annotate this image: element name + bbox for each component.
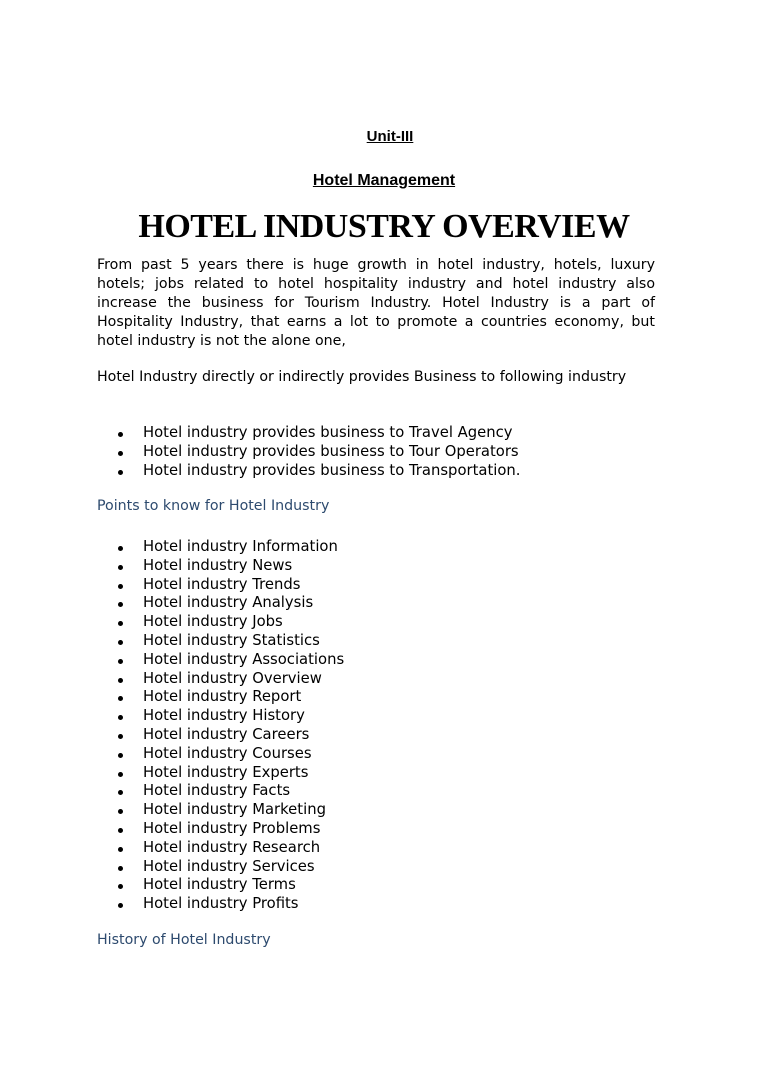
list-item: Hotel industry Research xyxy=(115,839,344,858)
page-title: HOTEL INDUSTRY OVERVIEW xyxy=(138,208,630,245)
points-list xyxy=(115,538,344,914)
subject-label: Hotel Management xyxy=(312,172,456,189)
bullet-icon xyxy=(118,678,123,683)
list-item: Hotel industry Report xyxy=(115,688,344,707)
bullet-icon xyxy=(118,866,123,871)
list-item: Hotel industry provides business to Travel Agency xyxy=(115,424,521,443)
bullet-icon xyxy=(118,640,123,645)
bullet-icon xyxy=(118,772,123,777)
bullet-icon xyxy=(118,809,123,814)
list-item: Hotel industry Trends xyxy=(115,576,344,595)
bullet-icon xyxy=(118,715,123,720)
list-item: Hotel industry Associations xyxy=(115,651,344,670)
bullet-icon xyxy=(118,565,123,570)
bullet-icon xyxy=(118,734,123,739)
list-item: Hotel industry provides business to Tour Operators xyxy=(115,443,521,462)
list-item: Hotel industry Analysis xyxy=(115,594,344,613)
list-item: Hotel industry Courses xyxy=(115,745,344,764)
bullet-icon xyxy=(118,546,123,551)
list-item: Hotel industry History xyxy=(115,707,344,726)
list-item: Hotel industry Information xyxy=(115,538,344,557)
list-item: Hotel industry Marketing xyxy=(115,801,344,820)
list-item: Hotel industry Facts xyxy=(115,782,344,801)
bullet-icon xyxy=(118,451,123,456)
bullet-icon xyxy=(118,790,123,795)
bullet-icon xyxy=(118,432,123,437)
list-item: Hotel industry Problems xyxy=(115,820,344,839)
bullet-icon xyxy=(118,753,123,758)
list-item: Hotel industry Profits xyxy=(115,895,344,914)
bullet-icon xyxy=(118,884,123,889)
list-item: Hotel industry Statistics xyxy=(115,632,344,651)
list-item: Hotel industry Careers xyxy=(115,726,344,745)
list-item: Hotel industry Terms xyxy=(115,876,344,895)
bullet-icon xyxy=(118,470,123,475)
bullet-icon xyxy=(118,696,123,701)
unit-label: Unit-III xyxy=(366,128,414,145)
bullet-icon xyxy=(118,621,123,626)
history-heading: History of Hotel Industry xyxy=(97,932,271,948)
intro-paragraph: From past 5 years there is huge growth in hotel industry, hotels, luxury hotels; jobs related to hotel hospitality industry and hotel industry also increase the business for Tourism Industry. Hotel Industry is a part of Hospitality Industry, that earns a lot to promote a countries economy, but hotel industry is not the alone one, xyxy=(97,257,655,349)
business-paragraph: Hotel Industry directly or indirectly provides Business to following industry xyxy=(97,369,627,385)
bullet-icon xyxy=(118,584,123,589)
list-item: Hotel industry provides business to Transportation. xyxy=(115,462,521,481)
bullet-icon xyxy=(118,602,123,607)
list-item: Hotel industry Services xyxy=(115,858,344,877)
bullet-icon xyxy=(118,903,123,908)
bullet-icon xyxy=(118,659,123,664)
list-item: Hotel industry Experts xyxy=(115,764,344,783)
bullet-icon xyxy=(118,828,123,833)
list-item: Hotel industry News xyxy=(115,557,344,576)
bullet-icon xyxy=(118,847,123,852)
list-item: Hotel industry Overview xyxy=(115,670,344,689)
points-heading: Points to know for Hotel Industry xyxy=(97,498,330,514)
business-list xyxy=(115,424,521,480)
list-item: Hotel industry Jobs xyxy=(115,613,344,632)
